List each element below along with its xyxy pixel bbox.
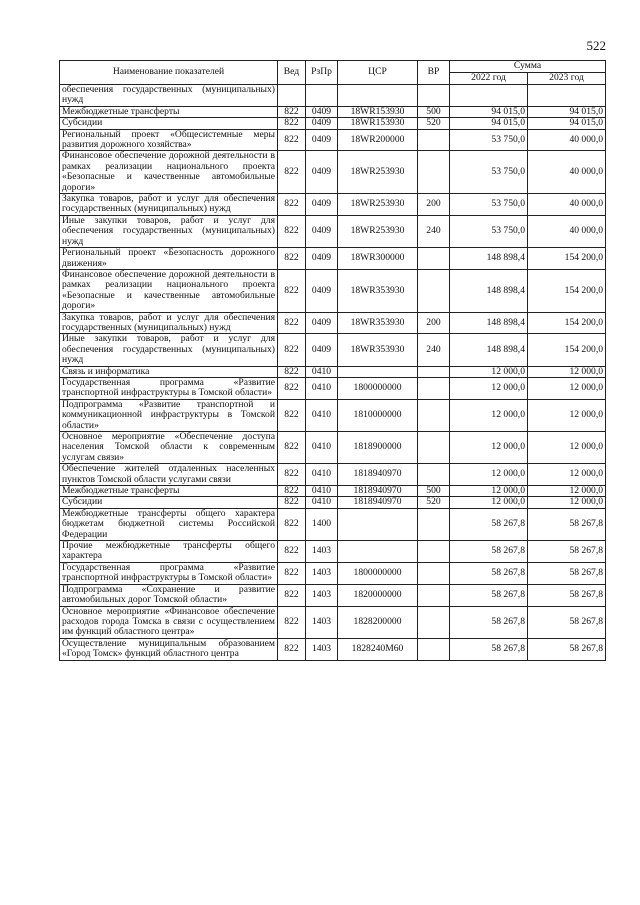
cell-sum-2023: 58 267,8 [528,508,606,540]
cell-sum-2023: 12 000,0 [528,432,606,464]
cell-vr [418,129,450,151]
cell-sum-2023: 12 000,0 [528,464,606,486]
cell-rzpr: 0410 [306,497,338,508]
cell-rzpr: 0410 [306,486,338,497]
cell-vr [418,366,450,377]
cell-rzpr: 0409 [306,215,338,247]
cell-ved: 822 [278,562,306,584]
cell-sum-2022: 58 267,8 [450,508,528,540]
header-csr: ЦСР [338,61,418,85]
cell-ved: 822 [278,432,306,464]
cell-csr: 18WR353930 [338,312,418,334]
table-row [60,399,606,431]
cell-csr [338,541,418,563]
table-row [60,248,606,270]
cell-name: Региональный проект «Общесистемные меры развития дорожного хозяйства» [60,129,278,151]
cell-name: Закупка товаров, работ и услуг для обеспечения государственных (муниципальных) нужд [60,312,278,334]
cell-vr: 520 [418,118,450,129]
cell-sum-2023: 40 000,0 [528,215,606,247]
cell-rzpr: 0410 [306,399,338,431]
cell-csr: 1820000000 [338,584,418,606]
cell-vr [418,399,450,431]
cell-ved: 822 [278,248,306,270]
cell-vr [418,269,450,312]
cell-sum-2022: 53 750,0 [450,151,528,194]
cell-rzpr: 0409 [306,194,338,216]
cell-sum-2022: 58 267,8 [450,562,528,584]
cell-ved: 822 [278,606,306,638]
cell-csr: 18WR253930 [338,215,418,247]
cell-sum-2022: 12 000,0 [450,366,528,377]
cell-name: Субсидии [60,118,278,129]
table-row [60,508,606,540]
cell-sum-2023: 40 000,0 [528,151,606,194]
cell-rzpr: 0409 [306,106,338,117]
cell-sum-2022: 148 898,4 [450,334,528,366]
cell-sum-2023: 12 000,0 [528,377,606,399]
cell-csr: 1818940970 [338,464,418,486]
cell-sum-2022: 94 015,0 [450,106,528,117]
cell-csr: 18WR300000 [338,248,418,270]
cell-rzpr: 0409 [306,248,338,270]
cell-sum-2023: 40 000,0 [528,194,606,216]
cell-ved: 822 [278,334,306,366]
cell-sum-2023: 58 267,8 [528,584,606,606]
header-year-2022: 2022 год [450,73,528,85]
cell-sum-2023: 94 015,0 [528,106,606,117]
cell-csr: 1810000000 [338,399,418,431]
cell-sum-2022 [450,85,528,107]
cell-vr [418,248,450,270]
table-row [60,366,606,377]
cell-name: Прочие межбюджетные трансферты общего характера [60,541,278,563]
cell-sum-2022: 58 267,8 [450,606,528,638]
header-year-2023: 2023 год [528,73,606,85]
cell-vr [418,638,450,660]
cell-rzpr [306,85,338,107]
cell-ved: 822 [278,464,306,486]
cell-csr: 1818900000 [338,432,418,464]
table-row [60,312,606,334]
cell-sum-2023: 12 000,0 [528,497,606,508]
table-row [60,269,606,312]
cell-name: Связь и информатика [60,366,278,377]
cell-csr: 18WR253930 [338,151,418,194]
cell-csr: 18WR253930 [338,194,418,216]
cell-ved: 822 [278,584,306,606]
cell-csr: 1828200000 [338,606,418,638]
cell-csr: 1818940970 [338,497,418,508]
cell-sum-2023: 154 200,0 [528,248,606,270]
cell-vr [418,606,450,638]
cell-name: Государственная программа «Развитие транспортной инфраструктуры в Томской области» [60,377,278,399]
cell-vr [418,151,450,194]
cell-vr [418,508,450,540]
table-row [60,584,606,606]
table-row [60,215,606,247]
table-row [60,638,606,660]
cell-name: Межбюджетные трансферты общего характера бюджетам бюджетной системы Российской Федерации [60,508,278,540]
cell-name: Основное мероприятие «Обеспечение доступа населения Томской области к современным услугам связи» [60,432,278,464]
cell-ved: 822 [278,129,306,151]
cell-sum-2022: 53 750,0 [450,194,528,216]
cell-csr: 1828240М60 [338,638,418,660]
cell-rzpr: 1403 [306,584,338,606]
cell-csr: 1818940970 [338,486,418,497]
table-row [60,334,606,366]
cell-csr: 1800000000 [338,377,418,399]
table-row [60,151,606,194]
cell-name: Закупка товаров, работ и услуг для обеспечения государственных (муниципальных) нужд [60,194,278,216]
table-row [60,541,606,563]
cell-rzpr: 0410 [306,366,338,377]
cell-name: Финансовое обеспечение дорожной деятельности в рамках реализации национального проекта «Безопасные и качественные автомобильные дороги» [60,151,278,194]
cell-sum-2023: 12 000,0 [528,399,606,431]
cell-ved: 822 [278,215,306,247]
cell-vr: 240 [418,215,450,247]
cell-csr: 18WR200000 [338,129,418,151]
cell-sum-2022: 58 267,8 [450,541,528,563]
cell-name: Осуществление муниципальным образованием «Город Томск» функций областного центра [60,638,278,660]
cell-sum-2022: 12 000,0 [450,377,528,399]
cell-name: Обеспечение жителей отдаленных населенных пунктов Томской области услугами связи [60,464,278,486]
cell-ved: 822 [278,269,306,312]
cell-sum-2023: 58 267,8 [528,606,606,638]
header-vr: ВР [418,61,450,85]
cell-name: Подпрограмма «Сохранение и развитие автомобильных дорог Томской области» [60,584,278,606]
cell-ved: 822 [278,497,306,508]
cell-sum-2022: 94 015,0 [450,118,528,129]
table-row [60,129,606,151]
cell-sum-2023 [528,85,606,107]
cell-vr [418,584,450,606]
cell-ved: 822 [278,399,306,431]
cell-sum-2023: 58 267,8 [528,638,606,660]
cell-sum-2022: 148 898,4 [450,269,528,312]
cell-vr [418,377,450,399]
cell-ved: 822 [278,151,306,194]
cell-sum-2023: 58 267,8 [528,562,606,584]
cell-name: Иные закупки товаров, работ и услуг для обеспечения государственных (муниципальных) нужд [60,334,278,366]
cell-vr: 200 [418,194,450,216]
cell-csr: 1800000000 [338,562,418,584]
table-row [60,497,606,508]
cell-vr [418,432,450,464]
cell-csr: 18WR153930 [338,118,418,129]
cell-ved: 822 [278,106,306,117]
header-rzpr: РзПр [306,61,338,85]
cell-vr [418,541,450,563]
cell-sum-2022: 12 000,0 [450,432,528,464]
cell-sum-2022: 148 898,4 [450,248,528,270]
cell-vr: 500 [418,486,450,497]
budget-table [59,60,606,661]
cell-rzpr: 0409 [306,151,338,194]
cell-name: Подпрограмма «Развитие транспортной и коммуникационной инфраструктуры в Томской области» [60,399,278,431]
cell-ved: 822 [278,366,306,377]
table-row [60,194,606,216]
table-row [60,106,606,117]
cell-sum-2022: 12 000,0 [450,399,528,431]
cell-vr [418,464,450,486]
cell-sum-2023: 154 200,0 [528,269,606,312]
cell-sum-2023: 40 000,0 [528,129,606,151]
cell-sum-2023: 154 200,0 [528,312,606,334]
table-row [60,486,606,497]
cell-sum-2023: 154 200,0 [528,334,606,366]
cell-sum-2022: 53 750,0 [450,129,528,151]
cell-rzpr: 0410 [306,377,338,399]
cell-name: Финансовое обеспечение дорожной деятельности в рамках реализации национального проекта «Безопасные и качественные автомобильные дороги» [60,269,278,312]
cell-sum-2023: 58 267,8 [528,541,606,563]
cell-rzpr: 1403 [306,541,338,563]
table-body [60,85,606,661]
cell-ved [278,85,306,107]
table-row [60,85,606,107]
cell-csr [338,508,418,540]
cell-ved: 822 [278,541,306,563]
cell-sum-2022: 148 898,4 [450,312,528,334]
table-row [60,432,606,464]
table-row [60,377,606,399]
cell-rzpr: 0409 [306,334,338,366]
cell-ved: 822 [278,312,306,334]
cell-sum-2023: 94 015,0 [528,118,606,129]
cell-name: Межбюджетные трансферты [60,106,278,117]
cell-vr: 500 [418,106,450,117]
cell-sum-2022: 12 000,0 [450,486,528,497]
page-number: 522 [586,38,606,53]
cell-rzpr: 0410 [306,464,338,486]
cell-sum-2023: 12 000,0 [528,366,606,377]
cell-sum-2022: 12 000,0 [450,497,528,508]
cell-rzpr: 0409 [306,269,338,312]
cell-ved: 822 [278,486,306,497]
cell-rzpr: 1403 [306,638,338,660]
cell-sum-2022: 12 000,0 [450,464,528,486]
cell-name: Межбюджетные трансферты [60,486,278,497]
cell-rzpr: 1403 [306,562,338,584]
cell-name: Субсидии [60,497,278,508]
cell-rzpr: 1400 [306,508,338,540]
table-row [60,606,606,638]
cell-name: обеспечения государственных (муниципальных) нужд [60,85,278,107]
cell-name: Основное мероприятие «Финансовое обеспечение расходов города Томска в связи с осуществлением им функций областного центра» [60,606,278,638]
table-row [60,562,606,584]
cell-name: Иные закупки товаров, работ и услуг для обеспечения государственных (муниципальных) нужд [60,215,278,247]
cell-csr: 18WR353930 [338,269,418,312]
cell-csr: 18WR153930 [338,106,418,117]
cell-sum-2022: 58 267,8 [450,638,528,660]
cell-vr [418,85,450,107]
cell-ved: 822 [278,377,306,399]
cell-rzpr: 0409 [306,129,338,151]
cell-ved: 822 [278,194,306,216]
cell-vr [418,562,450,584]
table-row [60,118,606,129]
cell-name: Государственная программа «Развитие транспортной инфраструктуры в Томской области» [60,562,278,584]
header-ved: Вед [278,61,306,85]
cell-rzpr: 0409 [306,312,338,334]
table-row [60,464,606,486]
cell-vr: 520 [418,497,450,508]
cell-rzpr: 0409 [306,118,338,129]
cell-vr: 240 [418,334,450,366]
header-name: Наименование показателей [60,61,278,85]
header-sum: Сумма [450,61,606,73]
cell-csr [338,85,418,107]
cell-csr: 18WR353930 [338,334,418,366]
cell-sum-2023: 12 000,0 [528,486,606,497]
cell-rzpr: 0410 [306,432,338,464]
cell-sum-2022: 53 750,0 [450,215,528,247]
cell-ved: 822 [278,508,306,540]
cell-vr: 200 [418,312,450,334]
cell-csr [338,366,418,377]
cell-rzpr: 1403 [306,606,338,638]
cell-name: Региональный проект «Безопасность дорожного движения» [60,248,278,270]
cell-ved: 822 [278,118,306,129]
cell-sum-2022: 58 267,8 [450,584,528,606]
cell-ved: 822 [278,638,306,660]
